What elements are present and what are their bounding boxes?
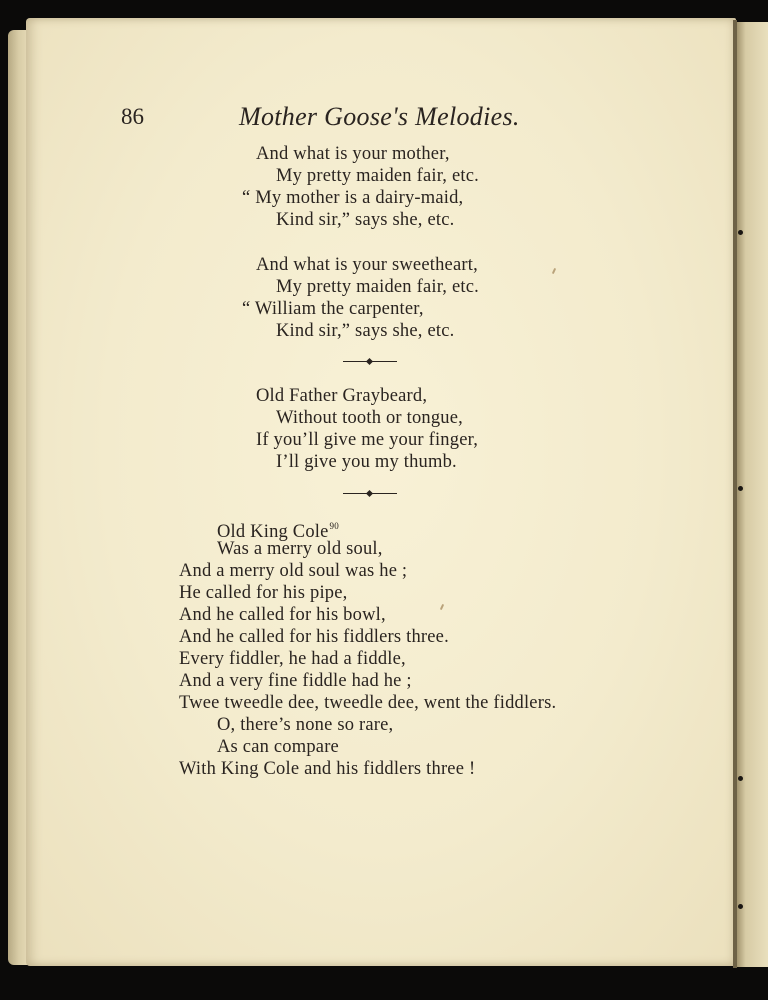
verse-line: As can compare (217, 737, 339, 757)
verse-text: Old King Cole (217, 522, 329, 542)
verse-line: And he called for his fiddlers three. (179, 627, 449, 647)
verse-line: And he called for his bowl, (179, 605, 386, 625)
verse-line: My pretty maiden fair, etc. (276, 166, 479, 186)
verse-line: And what is your mother, (256, 144, 450, 164)
verse-line: Twee tweedle dee, tweedle dee, went the fiddlers. (179, 693, 557, 713)
section-divider (343, 489, 397, 499)
verse-line: He called for his pipe, (179, 583, 348, 603)
verse-line: If you’ll give me your finger, (256, 430, 479, 450)
verse-line: O, there’s none so rare, (217, 715, 394, 735)
footnote-reference: 90 (329, 521, 339, 531)
verse-line: “ My mother is a dairy-maid, (242, 188, 464, 208)
verse-line: With King Cole and his fiddlers three ! (179, 759, 476, 779)
binding-mark (738, 776, 743, 781)
divider-ornament (366, 490, 373, 497)
verse-line: And a very fine fiddle had he ; (179, 671, 412, 691)
verse-line: Without tooth or tongue, (276, 408, 463, 428)
verse-line: Was a merry old soul, (217, 539, 383, 559)
verse-line: And a merry old soul was he ; (179, 561, 408, 581)
verse-line: Kind sir,” says she, etc. (276, 210, 455, 230)
verse-line: I’ll give you my thumb. (276, 452, 457, 472)
page-number: 86 (121, 104, 144, 129)
verse-line: “ William the carpenter, (242, 299, 424, 319)
binding-mark (738, 486, 743, 491)
verse-line: My pretty maiden fair, etc. (276, 277, 479, 297)
running-head (121, 102, 521, 138)
binding-mark (738, 230, 743, 235)
gutter (733, 20, 737, 968)
verse-line: Kind sir,” says she, etc. (276, 321, 455, 341)
next-page-edge (736, 22, 768, 967)
divider-ornament (366, 358, 373, 365)
verse-line: And what is your sweetheart, (256, 255, 478, 275)
section-divider (343, 357, 397, 367)
verse-line: Every fiddler, he had a fiddle, (179, 649, 406, 669)
binding-mark (738, 904, 743, 909)
verse-line: Old Father Graybeard, (256, 386, 428, 406)
book-title: Mother Goose's Melodies. (239, 102, 520, 131)
